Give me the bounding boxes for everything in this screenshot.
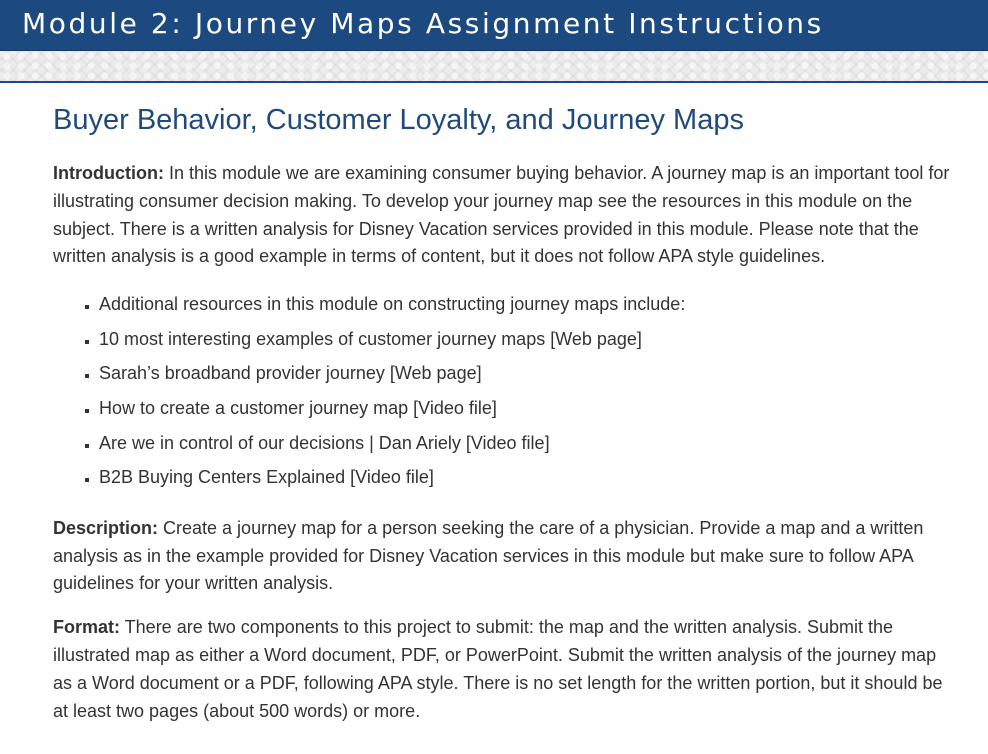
banner-divider bbox=[0, 81, 988, 83]
page-banner bbox=[0, 0, 988, 51]
introduction-text: In this module we are examining consumer buying behavior. A journey map is an important tool for illustrating consumer decision making. To develop your journey map see the resources in this module on the subject. There is a written analysis for Disney Vacation services provided in this module. Please note that the written analysis is a good example in terms of content, but it does not follow APA style guidelines. bbox=[53, 163, 950, 267]
introduction-paragraph bbox=[53, 160, 953, 271]
list-item: ▪ Are we in control of our decisions | Dan Ariely [Video file] bbox=[99, 426, 953, 461]
list-item: ▪ Sarah’s broadband provider journey [Web page] bbox=[99, 356, 953, 391]
description-paragraph bbox=[53, 515, 953, 598]
list-item: ▪ Additional resources in this module on constructing journey maps include: bbox=[99, 287, 953, 322]
description-text: Create a journey map for a person seeking the care of a physician. Provide a map and a written analysis as in the example provided for Disney Vacation services in this module but make sure to follow APA guidelines for your written analysis. bbox=[53, 517, 924, 594]
format-paragraph bbox=[53, 614, 953, 725]
description-label: Description: bbox=[53, 517, 159, 538]
resources-list bbox=[53, 287, 953, 495]
main-content bbox=[53, 100, 953, 741]
list-item: ▪ 10 most interesting examples of customer journey maps [Web page] bbox=[99, 322, 953, 357]
introduction-label: Introduction: bbox=[53, 163, 164, 183]
format-text: There are two components to this project to submit: the map and the written analysis. Submit the illustrated map as either a Word document, PDF, or PowerPoint. Submit the written analysis of the journey map as a Word document or a PDF, following APA style. There is no set length for the written portion, but it should be at least two pages (about 500 words) or more. bbox=[53, 617, 943, 721]
banner-title: Module 2: Journey Maps Assignment Instructions bbox=[22, 7, 824, 40]
format-label: Format: bbox=[53, 617, 120, 638]
list-item: ▪ B2B Buying Centers Explained [Video file] bbox=[99, 460, 953, 495]
list-item: ▪ How to create a customer journey map [Video file] bbox=[99, 391, 953, 426]
page-heading: Buyer Behavior, Customer Loyalty, and Journey Maps bbox=[53, 104, 744, 136]
decorative-pattern-strip bbox=[0, 51, 988, 81]
